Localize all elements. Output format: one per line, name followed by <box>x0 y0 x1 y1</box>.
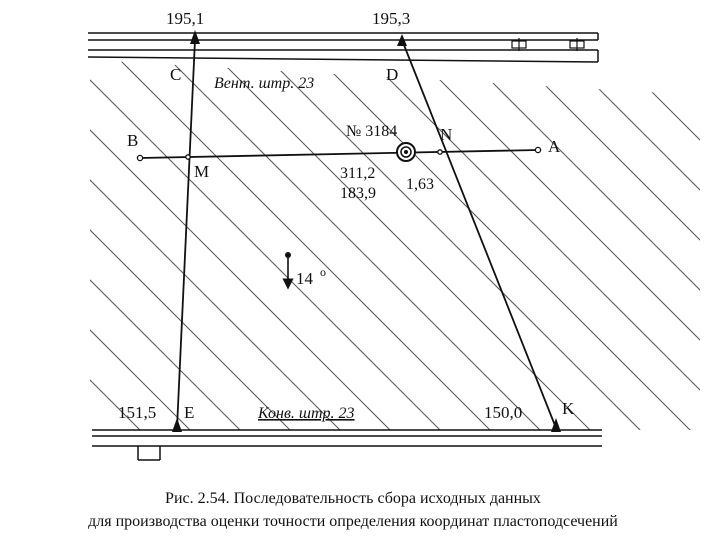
label-station-number: № 3184 <box>346 123 398 140</box>
label-top-left-elev: 195,1 <box>166 9 205 28</box>
label-point-k: K <box>562 399 575 418</box>
label-point-d: D <box>386 65 399 84</box>
label-point-b: B <box>127 131 139 150</box>
line-ce <box>177 40 195 428</box>
label-point-m: M <box>194 162 210 181</box>
caption-line-2: для производства оценки точности определения координат пластоподсечений <box>88 513 618 530</box>
label-point-c: C <box>170 65 182 84</box>
label-ventilation-drift: Вент. штр. 23 <box>214 75 315 92</box>
label-bottom-right-elev: 150,0 <box>484 403 523 422</box>
label-dip-angle: 14 <box>296 269 313 288</box>
ventilation-drift <box>88 33 598 62</box>
label-station-value-1: 311,2 <box>340 165 376 182</box>
label-station-value-3: 1,63 <box>406 176 434 193</box>
label-point-e: E <box>184 403 195 422</box>
label-conveyor-drift: Конв. штр. 23 <box>258 405 355 422</box>
label-point-n: N <box>440 125 453 144</box>
line-ba <box>140 150 538 158</box>
label-top-right-elev: 195,3 <box>372 9 411 28</box>
label-station-value-2: 183,9 <box>340 185 376 202</box>
conveyor-drift <box>92 430 602 460</box>
point-a <box>535 147 540 152</box>
label-point-a: A <box>548 137 561 156</box>
point-m <box>186 155 190 159</box>
caption-line-1: Рис. 2.54. Последовательность сбора исходных данных <box>165 490 541 507</box>
label-bottom-left-elev: 151,5 <box>118 403 157 422</box>
label-dip-degree: о <box>320 265 326 279</box>
station-symbol <box>397 143 415 161</box>
point-n <box>438 150 442 154</box>
line-dk <box>402 40 556 428</box>
point-b <box>137 155 142 160</box>
seam-hatching <box>0 60 706 460</box>
